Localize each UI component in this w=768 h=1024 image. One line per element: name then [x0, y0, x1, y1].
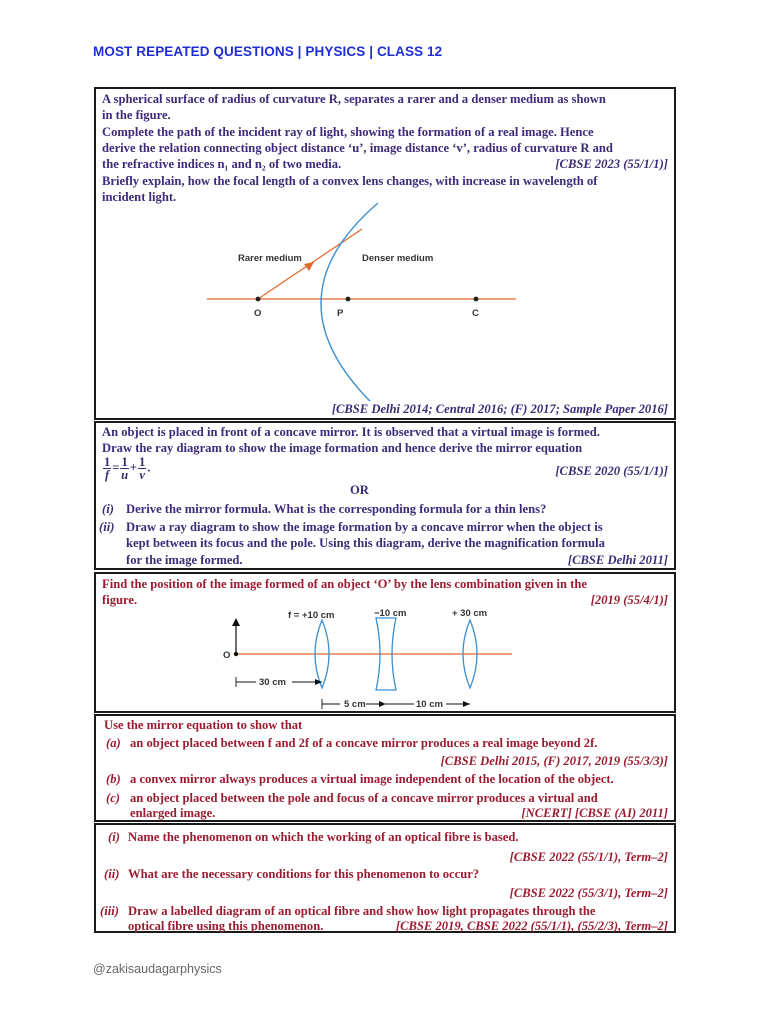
refraction-figure [96, 201, 674, 401]
point-c-dot [474, 297, 479, 302]
q4-c-reference: [NCERT] [CBSE (AI) 2011] [521, 806, 668, 820]
q1-line-3: Complete the path of the incident ray of light, showing the formation of a real image. Hence [102, 125, 594, 139]
page-footer: @zakisaudagarphysics [93, 962, 222, 976]
point-p-label: P [337, 308, 344, 319]
q4-c-number: (c) [106, 791, 120, 805]
distance-5cm-label: 5 cm [344, 699, 366, 710]
q3-reference: [2019 (55/4/1)] [590, 593, 668, 607]
q5-i-text: Name the phenomenon on which the working of an optical fibre is based. [128, 830, 519, 844]
eq-frac-v: $\frac{1}{v}$ [138, 455, 146, 482]
q1-line-6: Briefly explain, how the focal length of a convex lens changes, with increase in wavelength of [102, 174, 598, 188]
point-o-label: O [254, 308, 262, 319]
eq-frac-f: $\frac{1}{f}$ [104, 455, 111, 482]
q5-iii-line-1: Draw a labelled diagram of an optical fibre and show how light propagates through the [128, 904, 596, 918]
q2-ii-line-2: kept between its focus and the pole. Using this diagram, derive the magnification formula [126, 536, 605, 550]
q2-or: OR [350, 483, 369, 497]
q4-a-number: (a) [106, 736, 121, 750]
page-header: MOST REPEATED QUESTIONS | PHYSICS | CLASS 12 [93, 44, 443, 59]
q5-iii-reference: [CBSE 2019, CBSE 2022 (55/1/1), (55/2/3), Term–2] [395, 919, 668, 933]
q4-a-reference: [CBSE Delhi 2015, (F) 2017, 2019 (55/3/3)] [440, 754, 668, 768]
question-1-box [94, 87, 676, 420]
distance-30cm-label: 30 cm [259, 677, 286, 688]
q4-b-text: a convex mirror always produces a virtual image independent of the location of the object. [130, 772, 614, 786]
q3-line-1: Find the position of the image formed of an object ‘O’ by the lens combination given in the [102, 577, 587, 591]
q3-line-2: figure. [102, 593, 138, 607]
q5-ii-text: What are the necessary conditions for this phenomenon to occur? [128, 867, 480, 881]
q1-line-7: incident light. [102, 190, 177, 204]
question-3-box [94, 572, 676, 713]
focal-length-2-label: −10 cm [374, 608, 407, 619]
distance-10cm-label: 10 cm [416, 699, 443, 710]
denser-medium-label: Denser medium [362, 253, 434, 264]
q1-reference-1: [CBSE 2023 (55/1/1)] [555, 157, 668, 171]
point-p-dot [346, 297, 351, 302]
question-4-box [94, 714, 676, 822]
question-2-box [94, 421, 676, 570]
q2-i-text: Derive the mirror formula. What is the corresponding formula for a thin lens? [126, 502, 547, 516]
q5-iii-line-2: optical fibre using this phenomenon. [128, 919, 324, 933]
q4-c-line-2: enlarged image. [130, 806, 216, 820]
q1-reference-2: [CBSE Delhi 2014; Central 2016; (F) 2017; Sample Paper 2016] [331, 402, 668, 416]
q4-intro: Use the mirror equation to show that [104, 718, 303, 732]
q4-a-text: an object placed between f and 2f of a concave mirror produces a real image beyond 2f. [130, 736, 598, 750]
q5-i-reference: [CBSE 2022 (55/1/1), Term–2] [509, 850, 668, 864]
q5-ii-number: (ii) [104, 867, 120, 881]
q4-c-line-1: an object placed between the pole and focus of a concave mirror produces a virtual and [130, 791, 598, 805]
q2-ii-line-1: Draw a ray diagram to show the image formation by a concave mirror when the object is [126, 520, 603, 534]
focal-length-3-label: + 30 cm [452, 608, 488, 619]
point-c-label: C [472, 308, 479, 319]
q1-line-1: A spherical surface of radius of curvature R, separates a rarer and a denser medium as shown [102, 92, 606, 106]
object-dot [234, 652, 238, 656]
focal-length-1-label: f = +10 cm [288, 610, 335, 621]
q5-i-number: (i) [108, 830, 120, 844]
q1-line-5: the refractive indices n₁ and n₂ of two media. [102, 157, 342, 171]
q2-i-number: (i) [102, 502, 114, 516]
q2-line-1: An object is placed in front of a concave mirror. It is observed that a virtual image is formed. [102, 425, 600, 439]
q2-reference-1: [CBSE 2020 (55/1/1)] [555, 464, 668, 478]
rarer-medium-label: Rarer medium [238, 253, 302, 264]
q4-b-number: (b) [106, 772, 121, 786]
q2-line-2: Draw the ray diagram to show the image formation and hence derive the mirror equation [102, 441, 583, 455]
lens-combination-figure [96, 604, 674, 712]
object-arrow-head-icon [232, 618, 240, 626]
q5-ii-reference: [CBSE 2022 (55/3/1), Term–2] [509, 886, 668, 900]
q1-line-4: derive the relation connecting object distance ‘u’, image distance ‘v’, radius of curvature R and [102, 141, 613, 155]
eq-frac-u: $\frac{1}{u}$ [121, 455, 129, 482]
spherical-surface [321, 203, 378, 401]
question-5-box [94, 823, 676, 933]
mirror-equation: $\frac{1}{f}$ = $\frac{1}{u}$ + $\frac{1}{v}$ . [104, 455, 151, 482]
q1-line-2: in the figure. [102, 108, 171, 122]
q2-ii-line-3: for the image formed. [126, 553, 243, 567]
q2-ii-number: (ii) [99, 520, 115, 534]
object-label: O [223, 650, 231, 661]
point-o-dot [256, 297, 261, 302]
q2-reference-2: [CBSE Delhi 2011] [567, 553, 668, 567]
q5-iii-number: (iii) [100, 904, 119, 918]
